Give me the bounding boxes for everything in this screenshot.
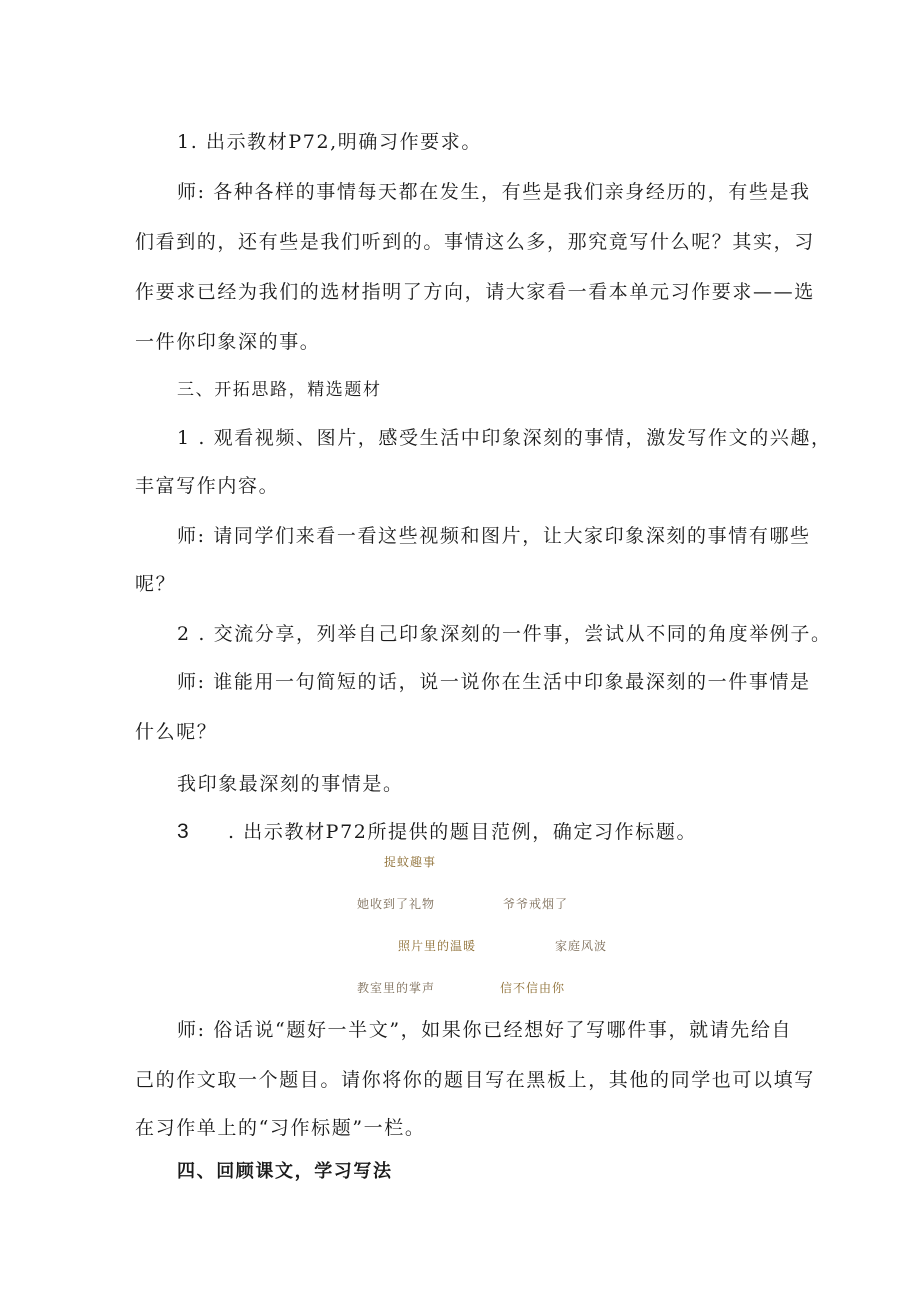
paragraph-line: 师: 各种各样的事情每天都在发生，有些是我们亲身经历的，有些是我 (177, 181, 811, 203)
step-number: 3 (177, 820, 191, 843)
topic-example: 家庭风波 (555, 939, 608, 953)
topic-example: 捉蚊趣事 (384, 855, 437, 869)
paragraph-line: 什么呢？ (135, 721, 218, 743)
paragraph-line: 作要求已经为我们的选材指明了方向，请大家看一看本单元习作要求——选 (135, 281, 815, 303)
step-watch-video: 1 . 观看视频、图片，感受生活中印象深刻的事情，激发写作文的兴趣， (177, 427, 832, 449)
paragraph-line: 一件你印象深的事。 (135, 331, 321, 353)
topic-example: 照片里的温暖 (398, 939, 477, 953)
step-show-textbook: 1. 出示教材P72,明确习作要求。 (177, 131, 482, 153)
paragraph-line: 师: 谁能用一句简短的话，说一说你在生活中印象最深刻的一件事情是 (177, 671, 811, 693)
topic-example: 她收到了礼物 (357, 897, 436, 911)
paragraph-line: 丰富写作内容。 (135, 475, 280, 497)
step-topic-examples: . 出示教材P72所提供的题目范例，确定习作标题。 (228, 821, 698, 843)
topic-example: 爷爷戒烟了 (503, 897, 569, 911)
section-heading-3: 三、开拓思路，精选题材 (177, 380, 382, 400)
paragraph-line: 们看到的，还有些是我们听到的。事情这么多，那究竟写什么呢？其实，习 (135, 231, 815, 253)
section-heading-4: 四、回顾课文，学习写法 (177, 1161, 393, 1182)
paragraph-line: 师: 请同学们来看一看这些视频和图片，让大家印象深刻的事情有哪些 (177, 525, 811, 547)
paragraph-line: 我印象最深刻的事情是。 (177, 773, 404, 795)
step-share: 2 . 交流分享，列举自己印象深刻的一件事，尝试从不同的角度举例子。 (177, 623, 832, 645)
paragraph-line: 在习作单上的“习作标题”一栏。 (135, 1117, 426, 1139)
topic-example: 信不信由你 (500, 981, 566, 995)
topic-example: 教室里的掌声 (357, 981, 436, 995)
paragraph-line: 己的作文取一个题目。请你将你的题目写在黑板上，其他的同学也可以填写 (135, 1069, 815, 1091)
paragraph-line: 呢？ (135, 573, 177, 595)
paragraph-line: 师: 俗话说“题好一半文”，如果你已经想好了写哪件事，就请先给自 (177, 1019, 793, 1041)
